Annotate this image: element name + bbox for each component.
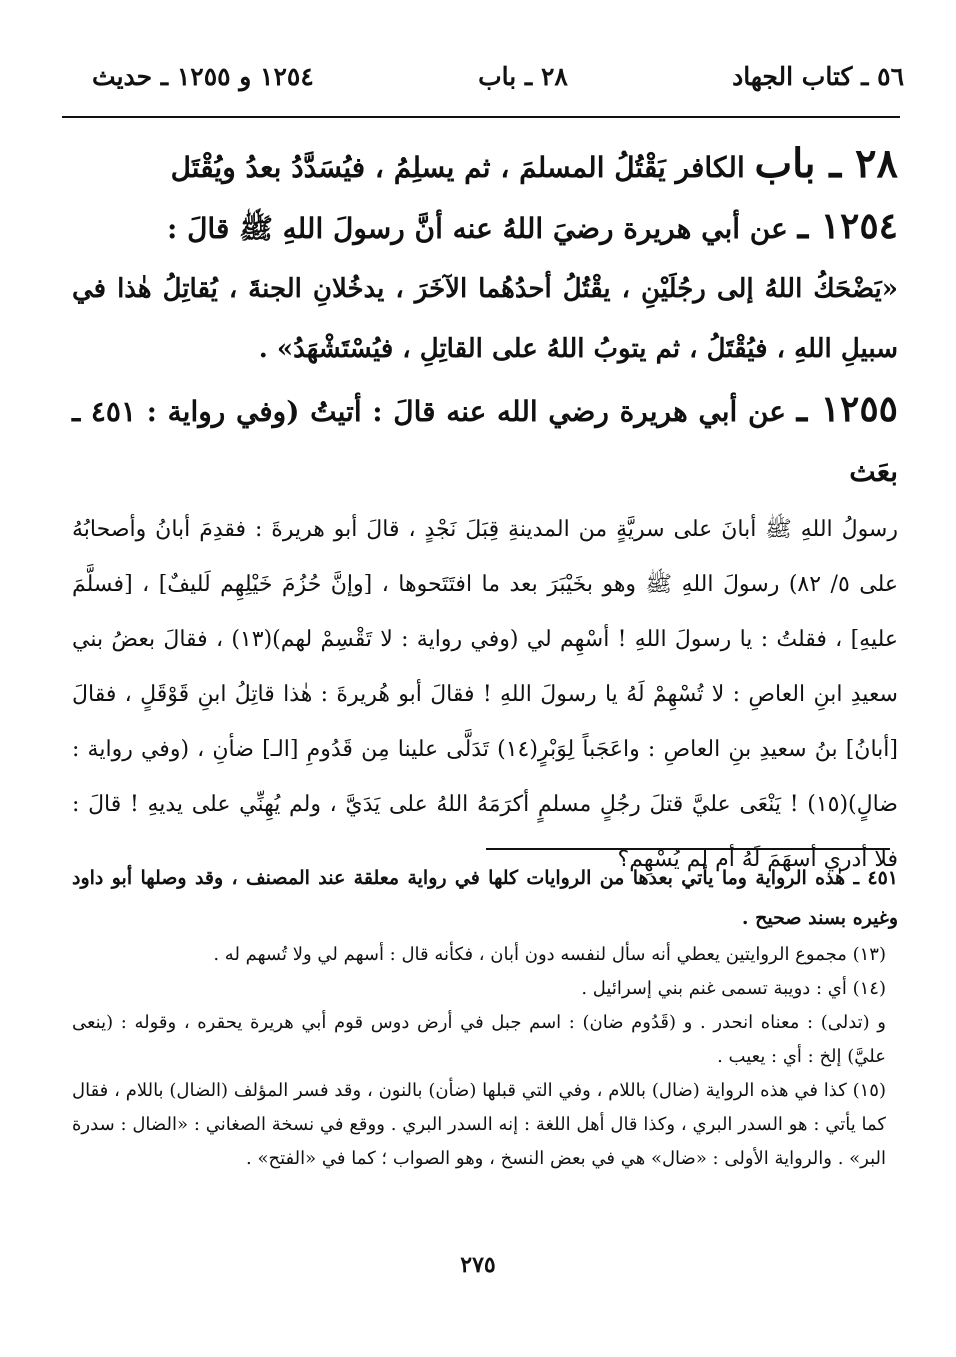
footnote-rule [486,848,890,850]
hadith-1255-isnad: عن أبي هريرة رضي الله عنه قالَ : أتيتُ (وفي رواية : ٤٥١ ـ بعَث [72,395,898,488]
running-header [92,56,904,96]
header-hadith-range: ١٢٥٤ و ١٢٥٥ ـ حديث [92,61,314,91]
hadith-1254-isnad: عن أبي هريرة رضيَ اللهُ عنه أنَّ رسولَ اللهِ ﷺ قالَ : [166,212,788,245]
chapter-title: الكافر يَقْتُلُ المسلمَ ، ثم يسلِمُ ، فيُسَدَّدُ بعدُ ويُقْتَل [170,151,745,184]
footnote-14: (١٤) أي : دويبة تسمى غنم بني إسرائيل . [581,978,886,999]
footnotes [72,858,898,1176]
hadith-1254-lead [72,196,898,259]
main-text [72,136,898,887]
header-rule [62,116,900,118]
chapter-number: ٢٨ ـ باب [754,140,898,187]
hadith-1254-number: ١٢٥٤ ـ [797,205,898,247]
hadith-1254 [72,196,898,379]
header-chapter: ٢٨ ـ باب [478,61,568,91]
hadith-1255-number: ١٢٥٥ ـ [796,388,898,430]
header-book-title: ٥٦ ـ كتاب الجهاد [732,61,904,91]
footnote-15: (١٥) كذا في هذه الرواية (ضال) باللام ، وفي التي قبلها (ضأن) بالنون ، وقد فسر المؤلف (الضال) باللام ، فقال كما يأتي : هو السدر البري ، وكذا قال أهل اللغة : إنه السدر البري . ووقع في نسخة الصغاني : «الضال : سدرة البر» . والرواية الأولى : «ضال» هي في بعض النسخ ، وهو الصواب ؛ كما في «الفتح» . [72,1080,886,1169]
hadith-1255 [72,379,898,887]
hadith-1255-matn: رسولُ اللهِ ﷺ أبانَ على سريَّةٍ من المدينةِ قِبَلَ نَجْدٍ ، قالَ أبو هريرةَ : فقدِمَ أبانُ وأصحابُهُ على ٥/ ٨٢) رسولَ اللهِ ﷺ وهو بخَيْبَرَ بعد ما افتَتَحوها ، [وإنَّ حُزُمَ خَيْلِهِم لَليفٌ] ، [فسلَّمَ عليهِ] ، فقلتُ : يا رسولَ اللهِ ! أسْهِم لي (وفي رواية : لا تَقْسِمْ لهم)(١٣) ، فقالَ بعضُ بني سعيدِ ابنِ العاصِ : لا تُسْهِمْ لَهُ يا رسولَ اللهِ ! فقالَ أبو هُريرةَ : هٰذا قاتِلُ ابنِ قَوْقَلٍ ، فقالَ [أبانُ] بنُ سعيدِ بنِ العاصِ : واعَجَباً لِوَبْرٍ(١٤) تَدَلَّى علينا مِن قَدُومِ [الـ] ضأنِ ، (وفي رواية : ضالٍ)(١٥) ! يَنْعَى عليَّ قتلَ رجُلٍ مسلمٍ أكرَمَهُ اللهُ على يَدَيَّ ، ولم يُهِنِّي على يديهِ ! قالَ : فلا أدري أسهَمَ لَهُ أم لم يُسْهِم؟ [72,517,898,872]
page-number: ٢٧٥ [460,1252,496,1278]
chapter-heading [72,136,898,196]
footnote-451: ٤٥١ ـ هٰذه الرواية وما يأتي بعدها من الروايات كلها في رواية معلقة عند المصنف ، وقد وصلها أبو داود وغيره بسند صحيح . [72,867,898,929]
hadith-1255-lead [72,379,898,502]
hadith-1254-matn: «يَضْحَكُ اللهُ إلى رجُلَيْنِ ، يقْتُلُ أحدُهُما الآخَرَ ، يدخُلانِ الجنةَ ، يُقاتِلُ هٰذا في سبيلِ اللهِ ، فيُقْتَلُ ، ثم يتوبُ اللهُ على القاتِلِ ، فيُسْتَشْهَدُ» . [72,274,898,364]
footnote-14-continued: و (تدلى) : معناه انحدر . و (قَدُوم ضان) : اسم جبل في أرض دوس قوم أبي هريرة يحقره ، وقوله : (ينعى عليَّ) إلخ : أي : يعيب . [72,1012,886,1067]
footnote-13: (١٣) مجموع الروايتين يعطي أنه سأل لنفسه دون أبان ، فكأنه قال : أسهم لي ولا تُسهم له . [213,944,886,965]
